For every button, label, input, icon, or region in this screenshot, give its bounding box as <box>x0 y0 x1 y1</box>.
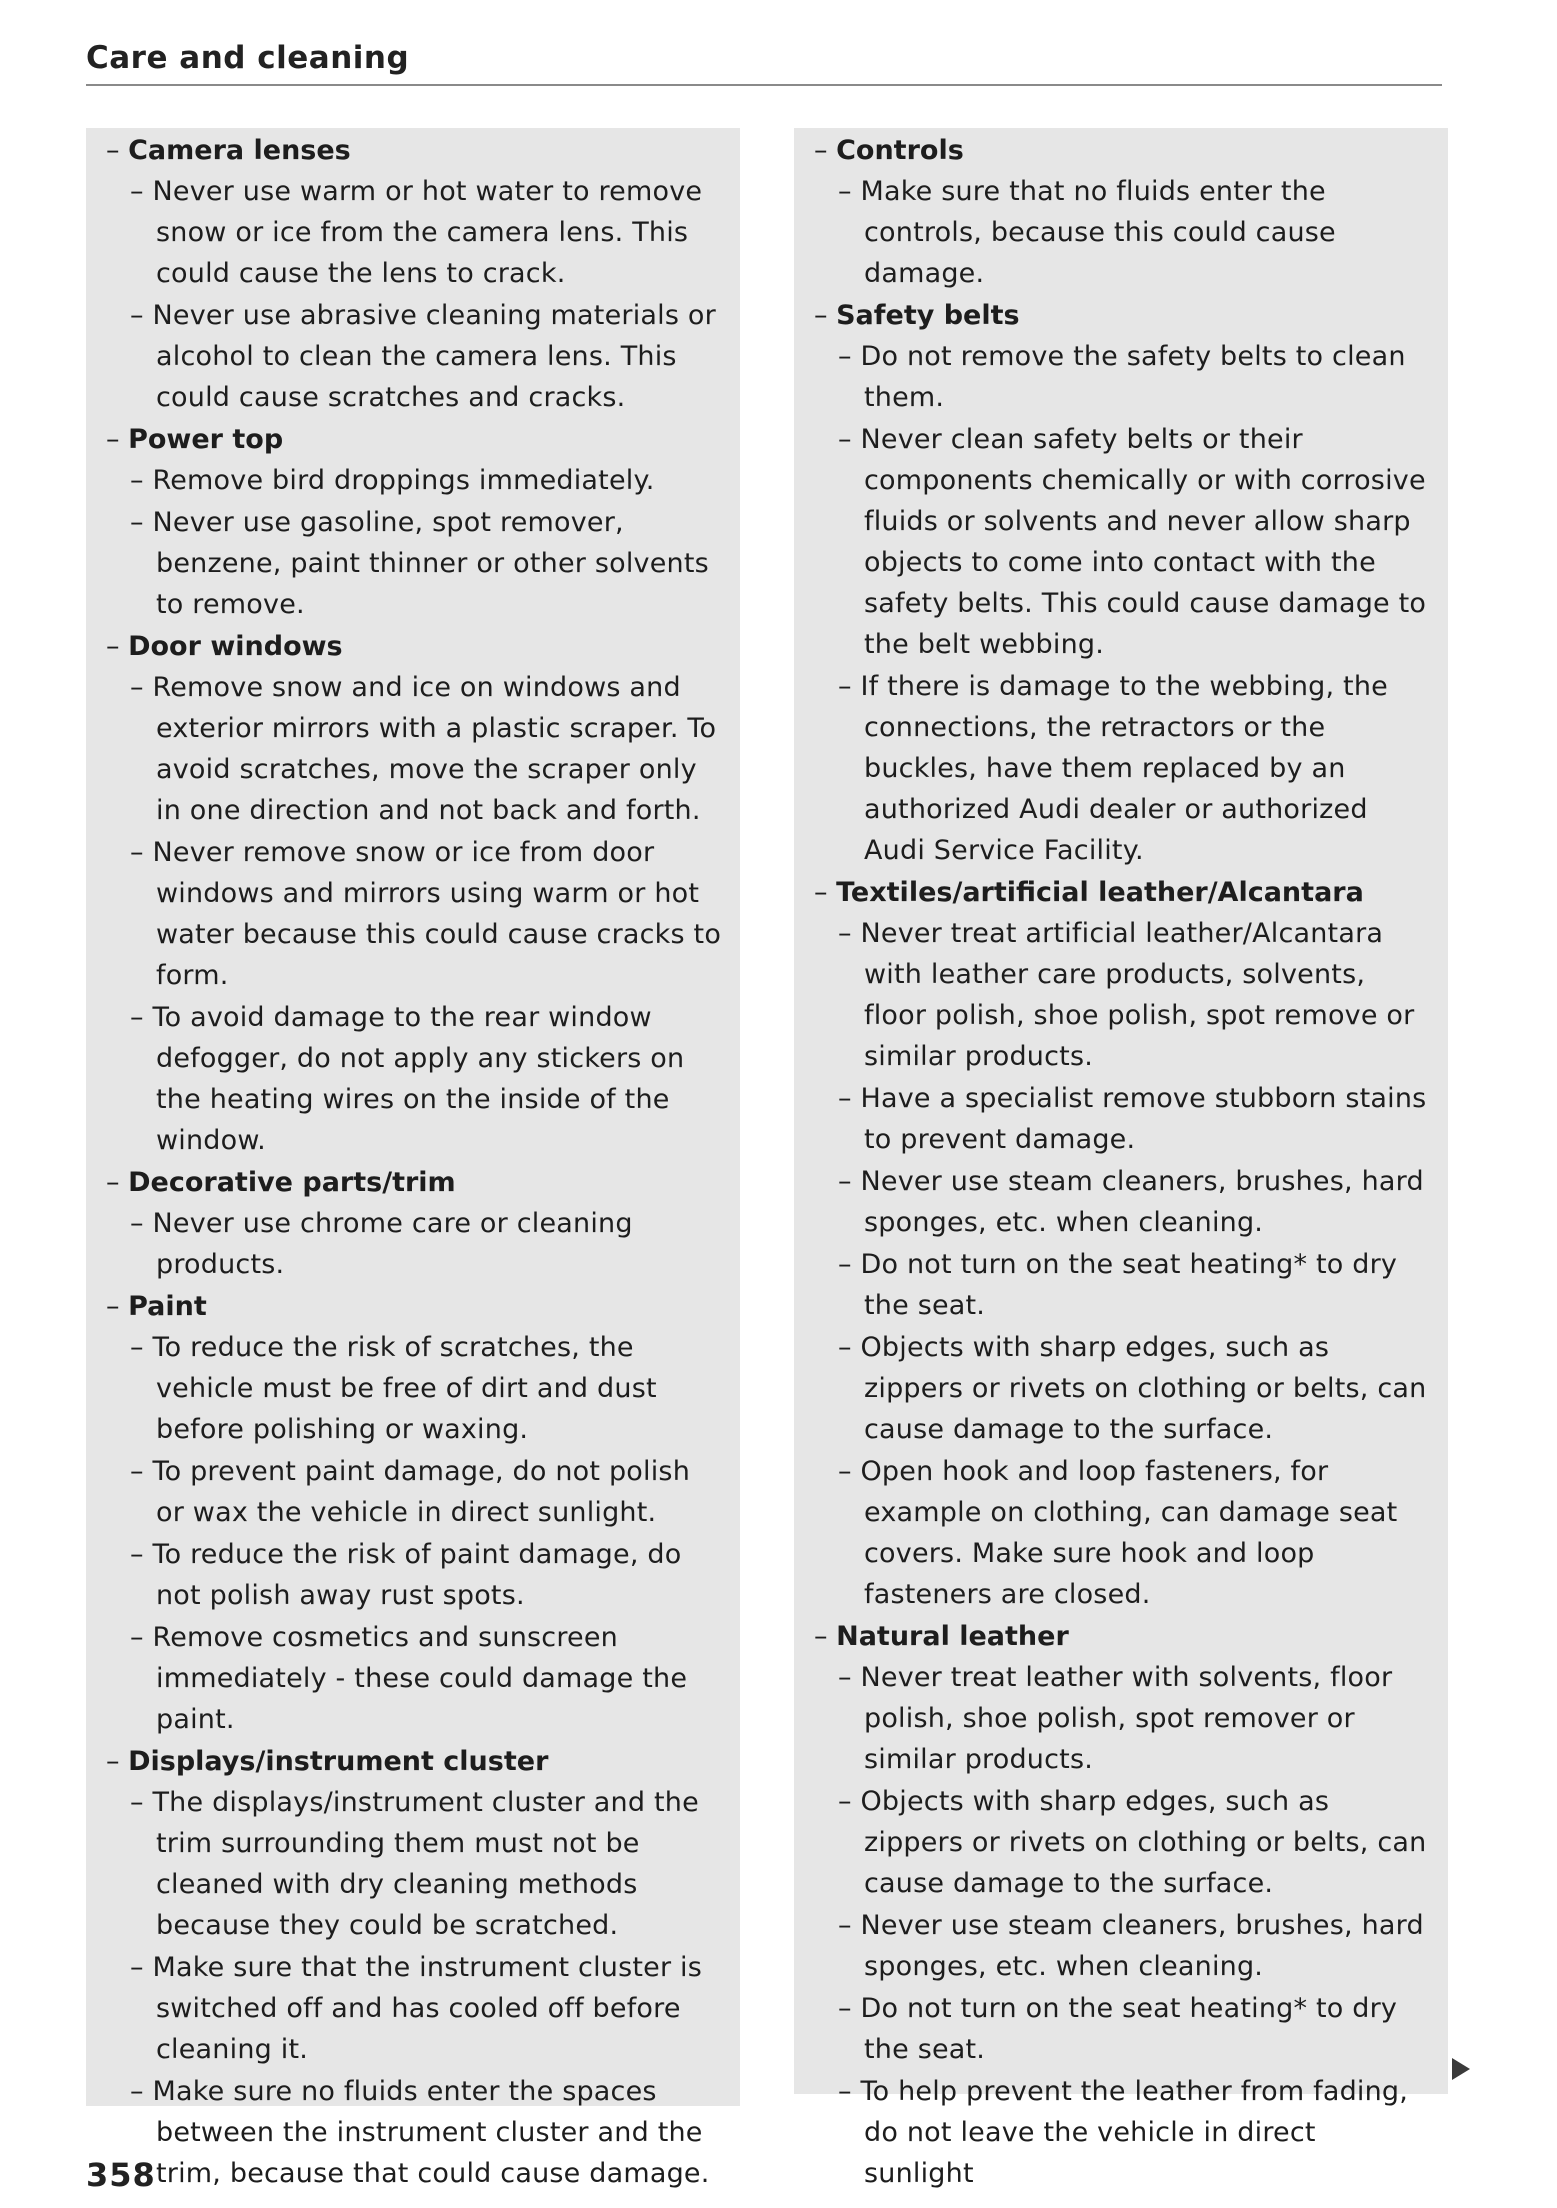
list-item: – Remove bird droppings immediately. <box>106 460 726 501</box>
section-title: – Power top <box>106 419 726 460</box>
list-item: – If there is damage to the webbing, the connections, the retractors or the buckles, have them replaced by an authorized Audi dealer or authorized Audi Service Facility. <box>814 666 1434 871</box>
section-title: – Safety belts <box>814 295 1434 336</box>
section-decorative-parts-trim <box>106 1162 726 1285</box>
continue-arrow-icon <box>1452 2058 1470 2080</box>
bullet-list <box>106 667 726 1161</box>
right-column-warning-box <box>794 128 1448 2189</box>
section-title: – Camera lenses <box>106 130 726 171</box>
list-item: – Remove cosmetics and sunscreen immediately - these could damage the paint. <box>106 1617 726 1740</box>
list-item: – Never use steam cleaners, brushes, hard sponges, etc. when cleaning. <box>814 1161 1434 1243</box>
section-title: – Textiles/artificial leather/Alcantara <box>814 872 1434 913</box>
list-item: – Open hook and loop fasteners, for example on clothing, can damage seat covers. Make sure hook and loop fasteners are closed. <box>814 1451 1434 1615</box>
list-item: – Never clean safety belts or their components chemically or with corrosive fluids or solvents and never allow sharp objects to come into contact with the safety belts. This could cause damage to the belt webbing. <box>814 419 1434 665</box>
list-item: – To avoid damage to the rear window defogger, do not apply any stickers on the heating wires on the inside of the window. <box>106 997 726 1161</box>
list-item: – To prevent paint damage, do not polish or wax the vehicle in direct sunlight. <box>106 1451 726 1533</box>
list-item: – Objects with sharp edges, such as zippers or rivets on clothing or belts, can cause damage to the surface. <box>814 1327 1434 1450</box>
section-paint <box>106 1286 726 1740</box>
section-title: – Displays/instrument cluster <box>106 1741 726 1782</box>
list-item: – Make sure that the instrument cluster is switched off and has cooled off before cleaning it. <box>106 1947 726 2070</box>
bullet-list <box>106 1327 726 1740</box>
list-item: – To reduce the risk of paint damage, do not polish away rust spots. <box>106 1534 726 1616</box>
list-item: – Never use steam cleaners, brushes, hard sponges, etc. when cleaning. <box>814 1905 1434 1987</box>
section-title: – Door windows <box>106 626 726 667</box>
list-item: – The displays/instrument cluster and the trim surrounding them must not be cleaned with dry cleaning methods because they could be scratched. <box>106 1782 726 1946</box>
list-item: – To help prevent the leather from fading, do not leave the vehicle in direct sunlight <box>814 2071 1434 2194</box>
list-item: – Never use warm or hot water to remove snow or ice from the camera lens. This could cause the lens to crack. <box>106 171 726 294</box>
section-natural-leather <box>814 1616 1434 2194</box>
bullet-list <box>106 1782 726 2194</box>
list-item: – Never treat leather with solvents, floor polish, shoe polish, spot remover or similar products. <box>814 1657 1434 1780</box>
page-number: 358 <box>86 2156 156 2194</box>
list-item: – Never use abrasive cleaning materials or alcohol to clean the camera lens. This could cause scratches and cracks. <box>106 295 726 418</box>
bullet-list <box>814 1657 1434 2194</box>
list-item: – Never remove snow or ice from door windows and mirrors using warm or hot water because this could cause cracks to form. <box>106 832 726 996</box>
section-title: – Paint <box>106 1286 726 1327</box>
bullet-list <box>814 171 1434 294</box>
list-item: – Do not remove the safety belts to clean them. <box>814 336 1434 418</box>
section-textiles-artificial-leather-alcantara <box>814 872 1434 1615</box>
list-item: – Never treat artificial leather/Alcantara with leather care products, solvents, floor polish, shoe polish, spot remove or similar products. <box>814 913 1434 1077</box>
list-item: – To reduce the risk of scratches, the vehicle must be free of dirt and dust before polishing or waxing. <box>106 1327 726 1450</box>
section-power-top <box>106 419 726 625</box>
list-item: – Do not turn on the seat heating* to dry the seat. <box>814 1244 1434 1326</box>
bullet-list <box>106 460 726 625</box>
bullet-list <box>814 913 1434 1615</box>
list-item: – Make sure no fluids enter the spaces between the instrument cluster and the trim, because that could cause damage. <box>106 2071 726 2194</box>
section-title: – Controls <box>814 130 1434 171</box>
list-item: – Never use gasoline, spot remover, benzene, paint thinner or other solvents to remove. <box>106 502 726 625</box>
list-item: – Do not turn on the seat heating* to dry the seat. <box>814 1988 1434 2070</box>
section-camera-lenses <box>106 130 726 418</box>
header-divider <box>86 84 1442 86</box>
section-controls <box>814 130 1434 294</box>
section-safety-belts <box>814 295 1434 871</box>
section-door-windows <box>106 626 726 1161</box>
list-item: – Never use chrome care or cleaning products. <box>106 1203 726 1285</box>
page-header-title: Care and cleaning <box>86 40 410 76</box>
bullet-list <box>106 171 726 418</box>
bullet-list <box>106 1203 726 1285</box>
section-title: – Natural leather <box>814 1616 1434 1657</box>
list-item: – Objects with sharp edges, such as zippers or rivets on clothing or belts, can cause damage to the surface. <box>814 1781 1434 1904</box>
section-title: – Decorative parts/trim <box>106 1162 726 1203</box>
list-item: – Make sure that no fluids enter the controls, because this could cause damage. <box>814 171 1434 294</box>
list-item: – Remove snow and ice on windows and exterior mirrors with a plastic scraper. To avoid scratches, move the scraper only in one direction and not back and forth. <box>106 667 726 831</box>
bullet-list <box>814 336 1434 871</box>
list-item: – Have a specialist remove stubborn stains to prevent damage. <box>814 1078 1434 1160</box>
section-displays-instrument-cluster <box>106 1741 726 2194</box>
